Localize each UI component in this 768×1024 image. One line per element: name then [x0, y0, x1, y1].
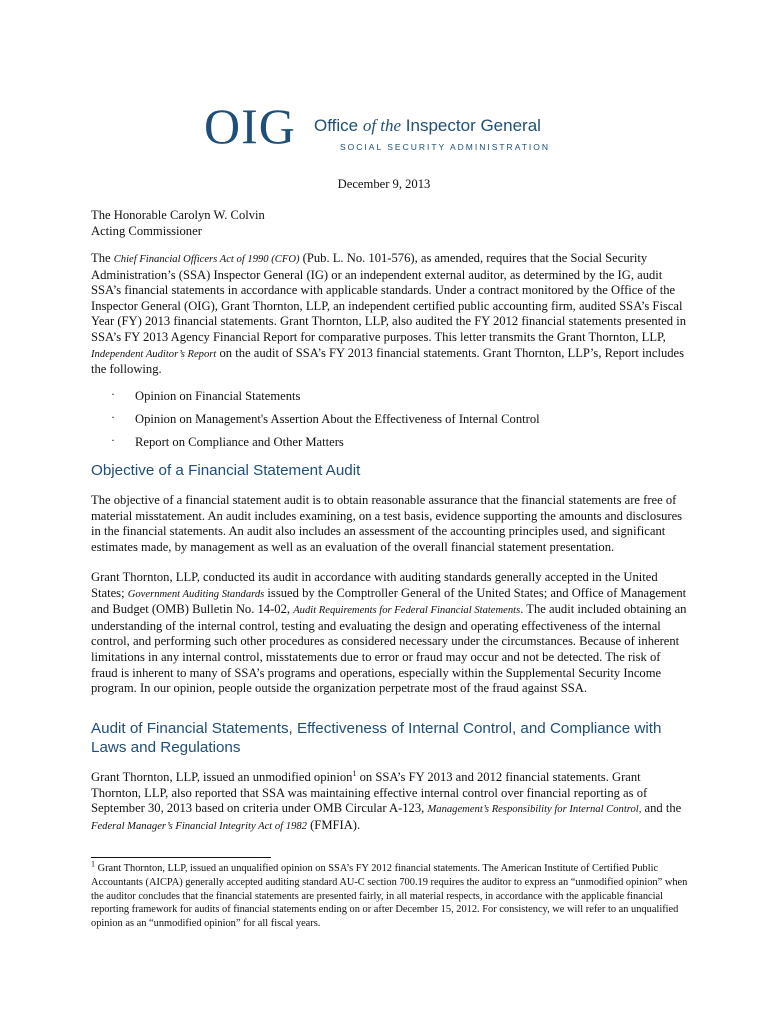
- addressee-name: The Honorable Carolyn W. Colvin: [91, 208, 265, 222]
- report-contents-list: [108, 389, 668, 458]
- list-item: · Opinion on Financial Statements: [111, 387, 301, 403]
- office-name: Office of the Inspector General: [314, 116, 541, 135]
- list-item: · Opinion on Management's Assertion About the Effectiveness of Internal Control: [111, 410, 540, 426]
- bullet-icon: ·: [111, 387, 115, 401]
- audit-standards-paragraph: Grant Thornton, LLP, conducted its audit in accordance with auditing standards generally accepted in the United States; Government Auditing Standards issued by the Comptroller General of the United States; and Office of Management and Budget (OMB) Bulletin No. 14-02, Audit Requirements for Federal Financial Statements. The audit included obtaining an understanding of the internal control, testing and evaluating the design and operating effectiveness of the internal control, and performing such other procedures as considered necessary under the circumstances. Because of inherent limitations in any internal control, misstatements due to error or fraud may occur and not be detected. The risk of fraud is inherent to many of SSA’s programs and operations, especially within the Supplemental Security Income program. In our opinion, people outside the organization perpetrate most of the fraud against SSA.: [91, 570, 687, 696]
- footnote: $^1$ Grant Thornton, LLP, issued an unqualified opinion on SSA’s FY 2012 financial statements. The American Institute of Certified Public Accountants (AICPA) generally accepted auditing standard AU-C section 700.19 requires the auditor to express an “unmodified opinion” when the auditor concludes that the financial statements are presented fairly, in all material respects, in accordance with the applicable financial reporting framework for audits of financial statements ending on or after December 15, 2012. For consistency, we will refer to an unqualified opinion as an “unmodified opinion” for all fiscal years.: [91, 859, 688, 930]
- audit-results-paragraph: Grant Thornton, LLP, issued an unmodified opinion$^1$ on SSA’s FY 2013 and 2012 financial statements. Grant Thornton, LLP, also reported that SSA was maintaining effective internal control over financial reporting as of September 30, 2013 based on criteria under OMB Circular A-123, Management’s Responsibility for Internal Control, and the Federal Manager’s Financial Integrity Act of 1982 (FMFIA).: [91, 768, 682, 832]
- bullet-icon: ·: [111, 410, 115, 424]
- addressee-title: Acting Commissioner: [91, 223, 202, 238]
- bullet-icon: ·: [111, 433, 115, 447]
- oig-logo: OIG: [204, 98, 296, 154]
- objective-paragraph: The objective of a financial statement audit is to obtain reasonable assurance that the financial statements are free of material misstatement. An audit includes examining, on a test basis, evidence supporting the amounts and disclosures in the financial statements. An audit also includes an assessment of the accounting principles used, and significant estimates made, by management as well as an evaluation of the overall financial statement presentation.: [91, 493, 683, 554]
- letter-date: December 9, 2013: [337, 177, 431, 191]
- footnote-divider: [91, 857, 271, 858]
- agency-name: SOCIAL SECURITY ADMINISTRATION: [340, 142, 551, 152]
- section-heading-audit: Audit of Financial Statements, Effectiveness of Internal Control, and Compliance with Laws and Regulations: [91, 720, 662, 756]
- intro-paragraph: The Chief Financial Officers Act of 1990 (CFO) (Pub. L. No. 101-576), as amended, requires that the Social Security Administration’s (SSA) Inspector General (IG) or an independent external auditor, as determined by the IG, audit SSA’s financial statements in accordance with applicable standards. Under a contract monitored by the Office of the Inspector General (OIG), Grant Thornton, LLP, an independent certified public accounting firm, audited SSA’s Fiscal Year (FY) 2013 financial statements. Grant Thornton, LLP, also audited the FY 2012 financial statements presented in SSA’s FY 2013 Agency Financial Report for comparative purposes. This letter transmits the Grant Thornton, LLP, Independent Auditor’s Report on the audit of SSA’s FY 2013 financial statements. Grant Thornton, LLP’s, Report includes the following.: [91, 251, 687, 377]
- footnote-number: 1: [91, 859, 95, 869]
- addressee-block: [91, 208, 687, 239]
- section-heading-objective: Objective of a Financial Statement Audit: [91, 462, 361, 479]
- list-item: · Report on Compliance and Other Matters: [111, 433, 344, 449]
- footnote-ref: 1: [352, 768, 357, 778]
